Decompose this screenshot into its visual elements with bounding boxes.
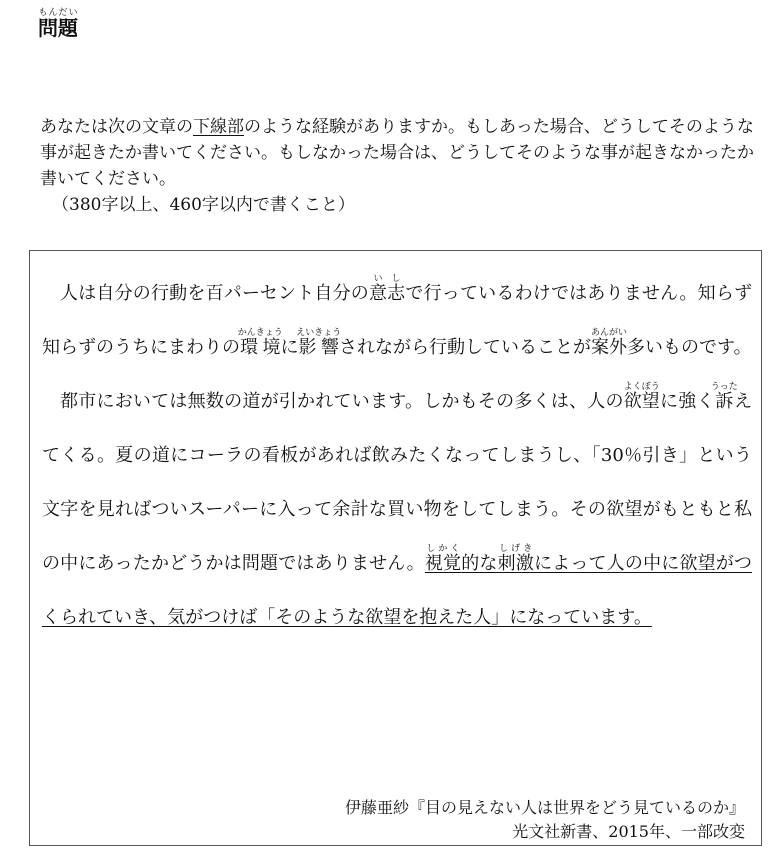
ruby-word (368, 274, 406, 304)
ruby-reading: うった (710, 382, 738, 392)
ruby-reading: いし (368, 274, 406, 284)
ruby-reading: えいきょう (296, 328, 342, 338)
ruby-word (710, 382, 738, 412)
passage-part: に強く (659, 391, 715, 412)
ruby-base: 欲望 (623, 391, 660, 412)
passage-part: 都市においては無数の道が引かれています。しかもその多くは、人の (60, 391, 624, 412)
heading-text: 問題 (38, 16, 78, 40)
word-limit: （380字以上、460字以内で書くこと） (52, 195, 355, 215)
ruby-base: 視覚 (424, 553, 462, 574)
source-line-1: 伊藤亜紗『目の見えない人は世界をどう見ているのか』 (344, 798, 745, 817)
ruby-reading: かんきょう (237, 328, 283, 338)
passage-part: えてくる。夏の道にコーラの看板があれば飲みたくなってしまうし、「30％引き」という文字を見ればついスーパーに入って余計な買い物をしてしまう。その欲望がもともと私の中にあったかどうかは問題ではありません。 (42, 391, 752, 574)
heading-ruby (38, 8, 78, 40)
passage-part: 人は自分の行動を百パーセント自分の (60, 283, 369, 304)
ruby-reading: しげき (497, 544, 534, 554)
instructions-part: のような経験がありますか。もしあった場合、どうしてそのような事が起きたか書いてください。もしなかった場合は、どうしてそのような事が起きなかったか書いてください。 (40, 117, 754, 189)
ruby-base: 意志 (368, 283, 406, 304)
ruby-base: 案外 (591, 337, 628, 358)
passage-part: によって人の中に欲望がつくられていき、気がつけば「そのような欲望を抱えた人」になっています。 (42, 553, 753, 628)
ruby-word (623, 382, 660, 412)
instructions-part: あなたは次の文章の (40, 117, 193, 137)
passage-part: で行っているわけではありません。知らず知らずのうちにまわりの (42, 283, 753, 358)
ruby-word (237, 328, 283, 358)
instructions-underlined-term: 下線部 (193, 117, 244, 137)
ruby-word (424, 544, 462, 574)
ruby-word (591, 328, 628, 358)
ruby-base: 環境 (237, 337, 283, 358)
passage-text (42, 267, 752, 645)
ruby-reading: よくぼう (623, 382, 660, 392)
source-line-2: 光文社新書、2015年、一部改変 (512, 822, 745, 841)
ruby-word (497, 544, 534, 574)
passage-part: 的な (461, 553, 498, 574)
instructions-text (40, 114, 765, 192)
passage-part: に (280, 337, 299, 358)
instructions (40, 114, 765, 218)
passage-part: されながら行動していることが (339, 337, 592, 358)
passage-paragraph-1 (42, 267, 752, 375)
source-citation (345, 796, 745, 844)
ruby-base: 影響 (296, 337, 342, 358)
ruby-reading: あんがい (591, 328, 628, 338)
passage-box (29, 250, 762, 846)
passage-paragraph-2 (42, 375, 752, 645)
ruby-reading: しかく (424, 544, 462, 554)
ruby-base: 訴 (710, 391, 738, 412)
ruby-base: 刺激 (497, 553, 534, 574)
heading-reading: もんだい (38, 8, 78, 18)
passage-part: 多いものです。 (627, 337, 752, 358)
ruby-word (296, 328, 342, 358)
question-heading (38, 8, 78, 41)
